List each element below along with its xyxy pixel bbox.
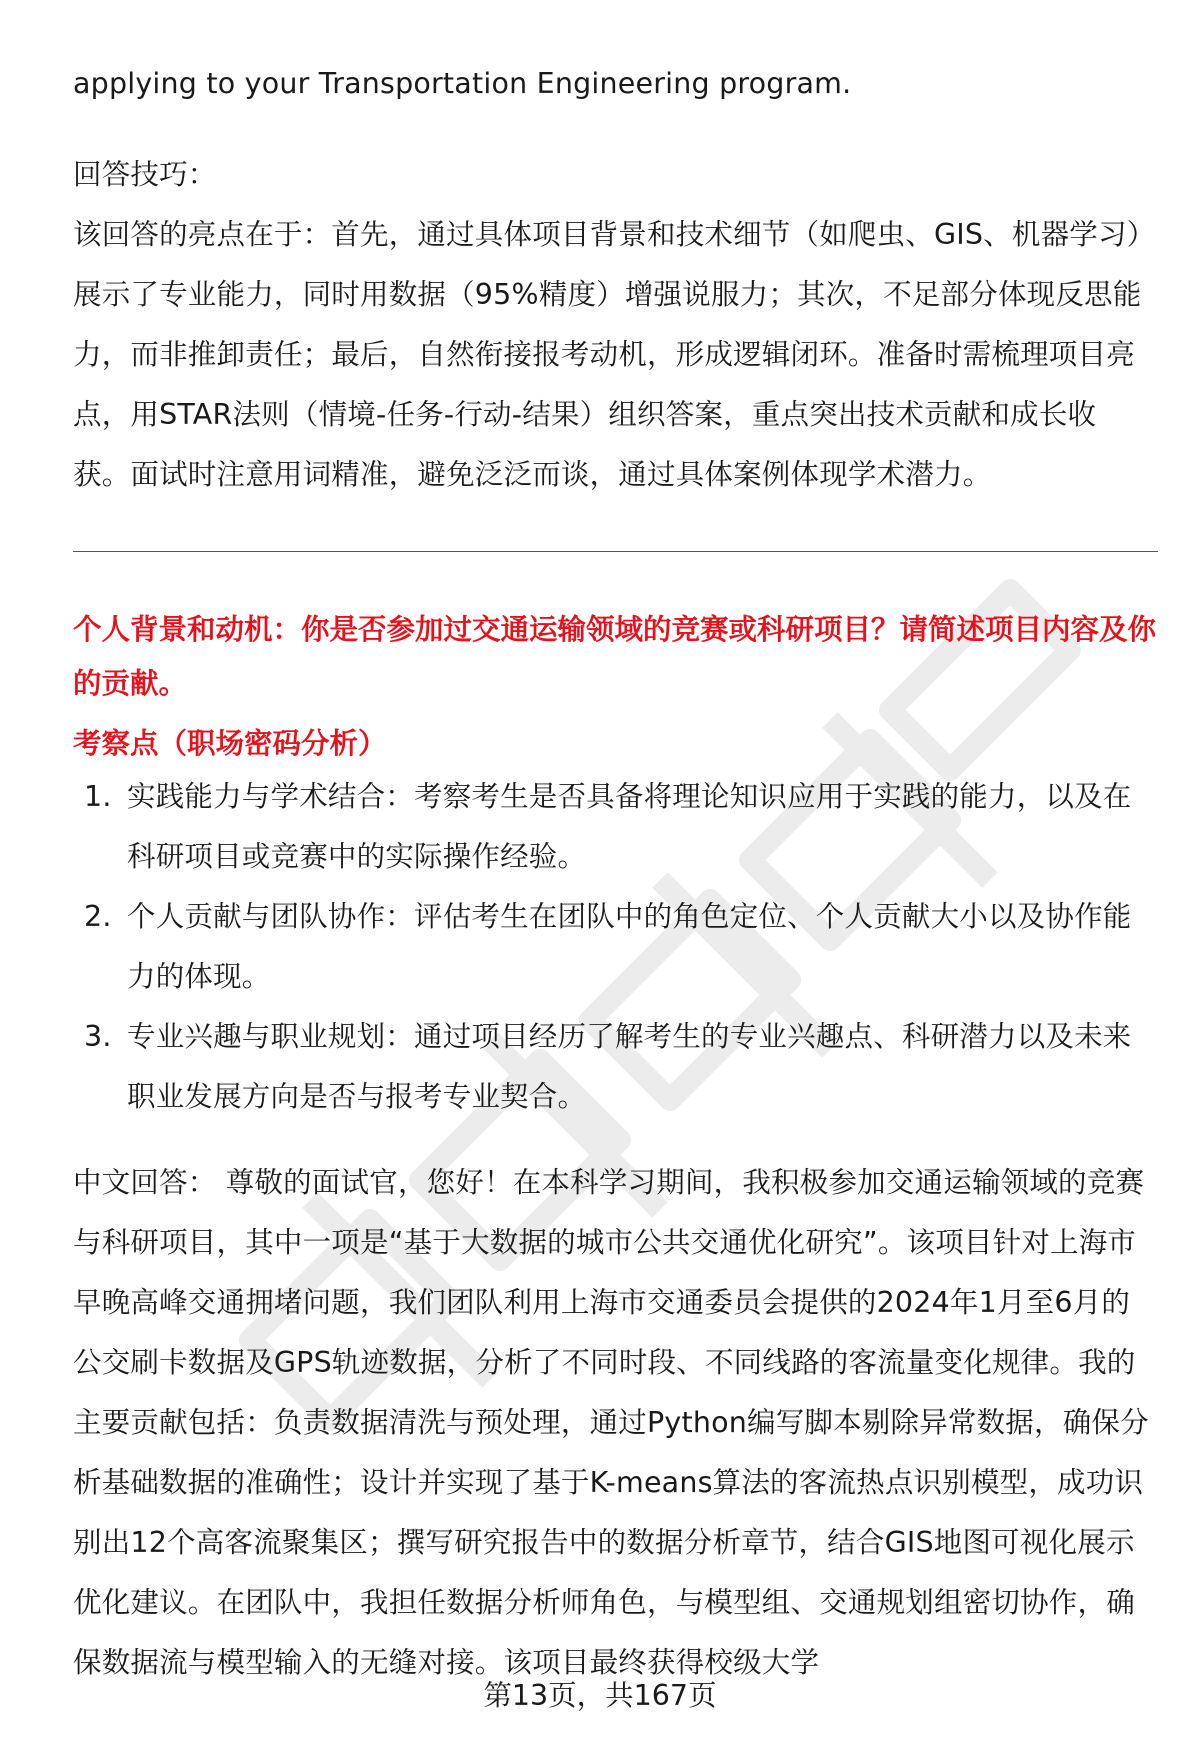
- tips-heading: 回答技巧：: [73, 158, 217, 191]
- list-item-number: 2.: [84, 900, 112, 933]
- list-item-text: 实践能力与学术结合：考察考生是否具备将理论知识应用于实践的能力，以及在科研项目或竞赛中的实际操作经验。: [127, 780, 1132, 873]
- assessment-points-heading: 考察点（职场密码分析）: [73, 726, 387, 760]
- list-item: [73, 767, 1158, 887]
- list-item: [73, 887, 1158, 1007]
- tips-paragraph: 该回答的亮点在于：首先，通过具体项目背景和技术细节（如爬虫、GIS、机器学习）展示了专业能力，同时用数据（95%精度）增强说服力；其次，不足部分体现反思能力，而非推卸责任；最后，自然衔接报考动机，形成逻辑闭环。准备时需梳理项目亮点，用STAR法则（情境-任务-行动-结果）组织答案，重点突出技术贡献和成长收获。面试时注意用词精准，避免泛泛而谈，通过具体案例体现学术潜力。: [73, 218, 1142, 491]
- assessment-points-list: [73, 767, 1158, 1127]
- list-item: [73, 1007, 1158, 1127]
- page-number: 第13页，共167页: [483, 1679, 717, 1712]
- list-item-text: 个人贡献与团队协作：评估考生在团队中的角色定位、个人贡献大小以及协作能力的体现。: [127, 900, 1132, 993]
- question-heading: 个人背景和动机：你是否参加过交通运输领域的竞赛或科研项目？请简述项目内容及你的贡献。: [73, 612, 1157, 700]
- section-divider: [73, 551, 1158, 552]
- list-item-number: 3.: [84, 1020, 112, 1053]
- answer-paragraph: 中文回答： 尊敬的面试官，您好！在本科学习期间，我积极参加交通运输领域的竞赛与科研项目，其中一项是“基于大数据的城市公共交通优化研究”。该项目针对上海市早晚高峰交通拥堵问题，我们团队利用上海市交通委员会提供的2024年1月至6月的公交刷卡数据及GPS轨迹数据，分析了不同时段、不同线路的客流量变化规律。我的主要贡献包括：负责数据清洗与预处理，通过Python编写脚本剔除异常数据，确保分析基础数据的准确性；设计并实现了基于K-means算法的客流热点识别模型，成功识别出12个高客流聚集区；撰写研究报告中的数据分析章节，结合GIS地图可视化展示优化建议。在团队中，我担任数据分析师角色，与模型组、交通规划组密切协作，确保数据流与模型输入的无缝对接。该项目最终获得校级大学: [73, 1166, 1149, 1679]
- list-item-number: 1.: [84, 780, 112, 813]
- list-item-text: 专业兴趣与职业规划：通过项目经历了解考生的专业兴趣点、科研潜力以及未来职业发展方向是否与报考专业契合。: [127, 1020, 1132, 1113]
- intro-text: applying to your Transportation Engineering program.: [73, 67, 852, 100]
